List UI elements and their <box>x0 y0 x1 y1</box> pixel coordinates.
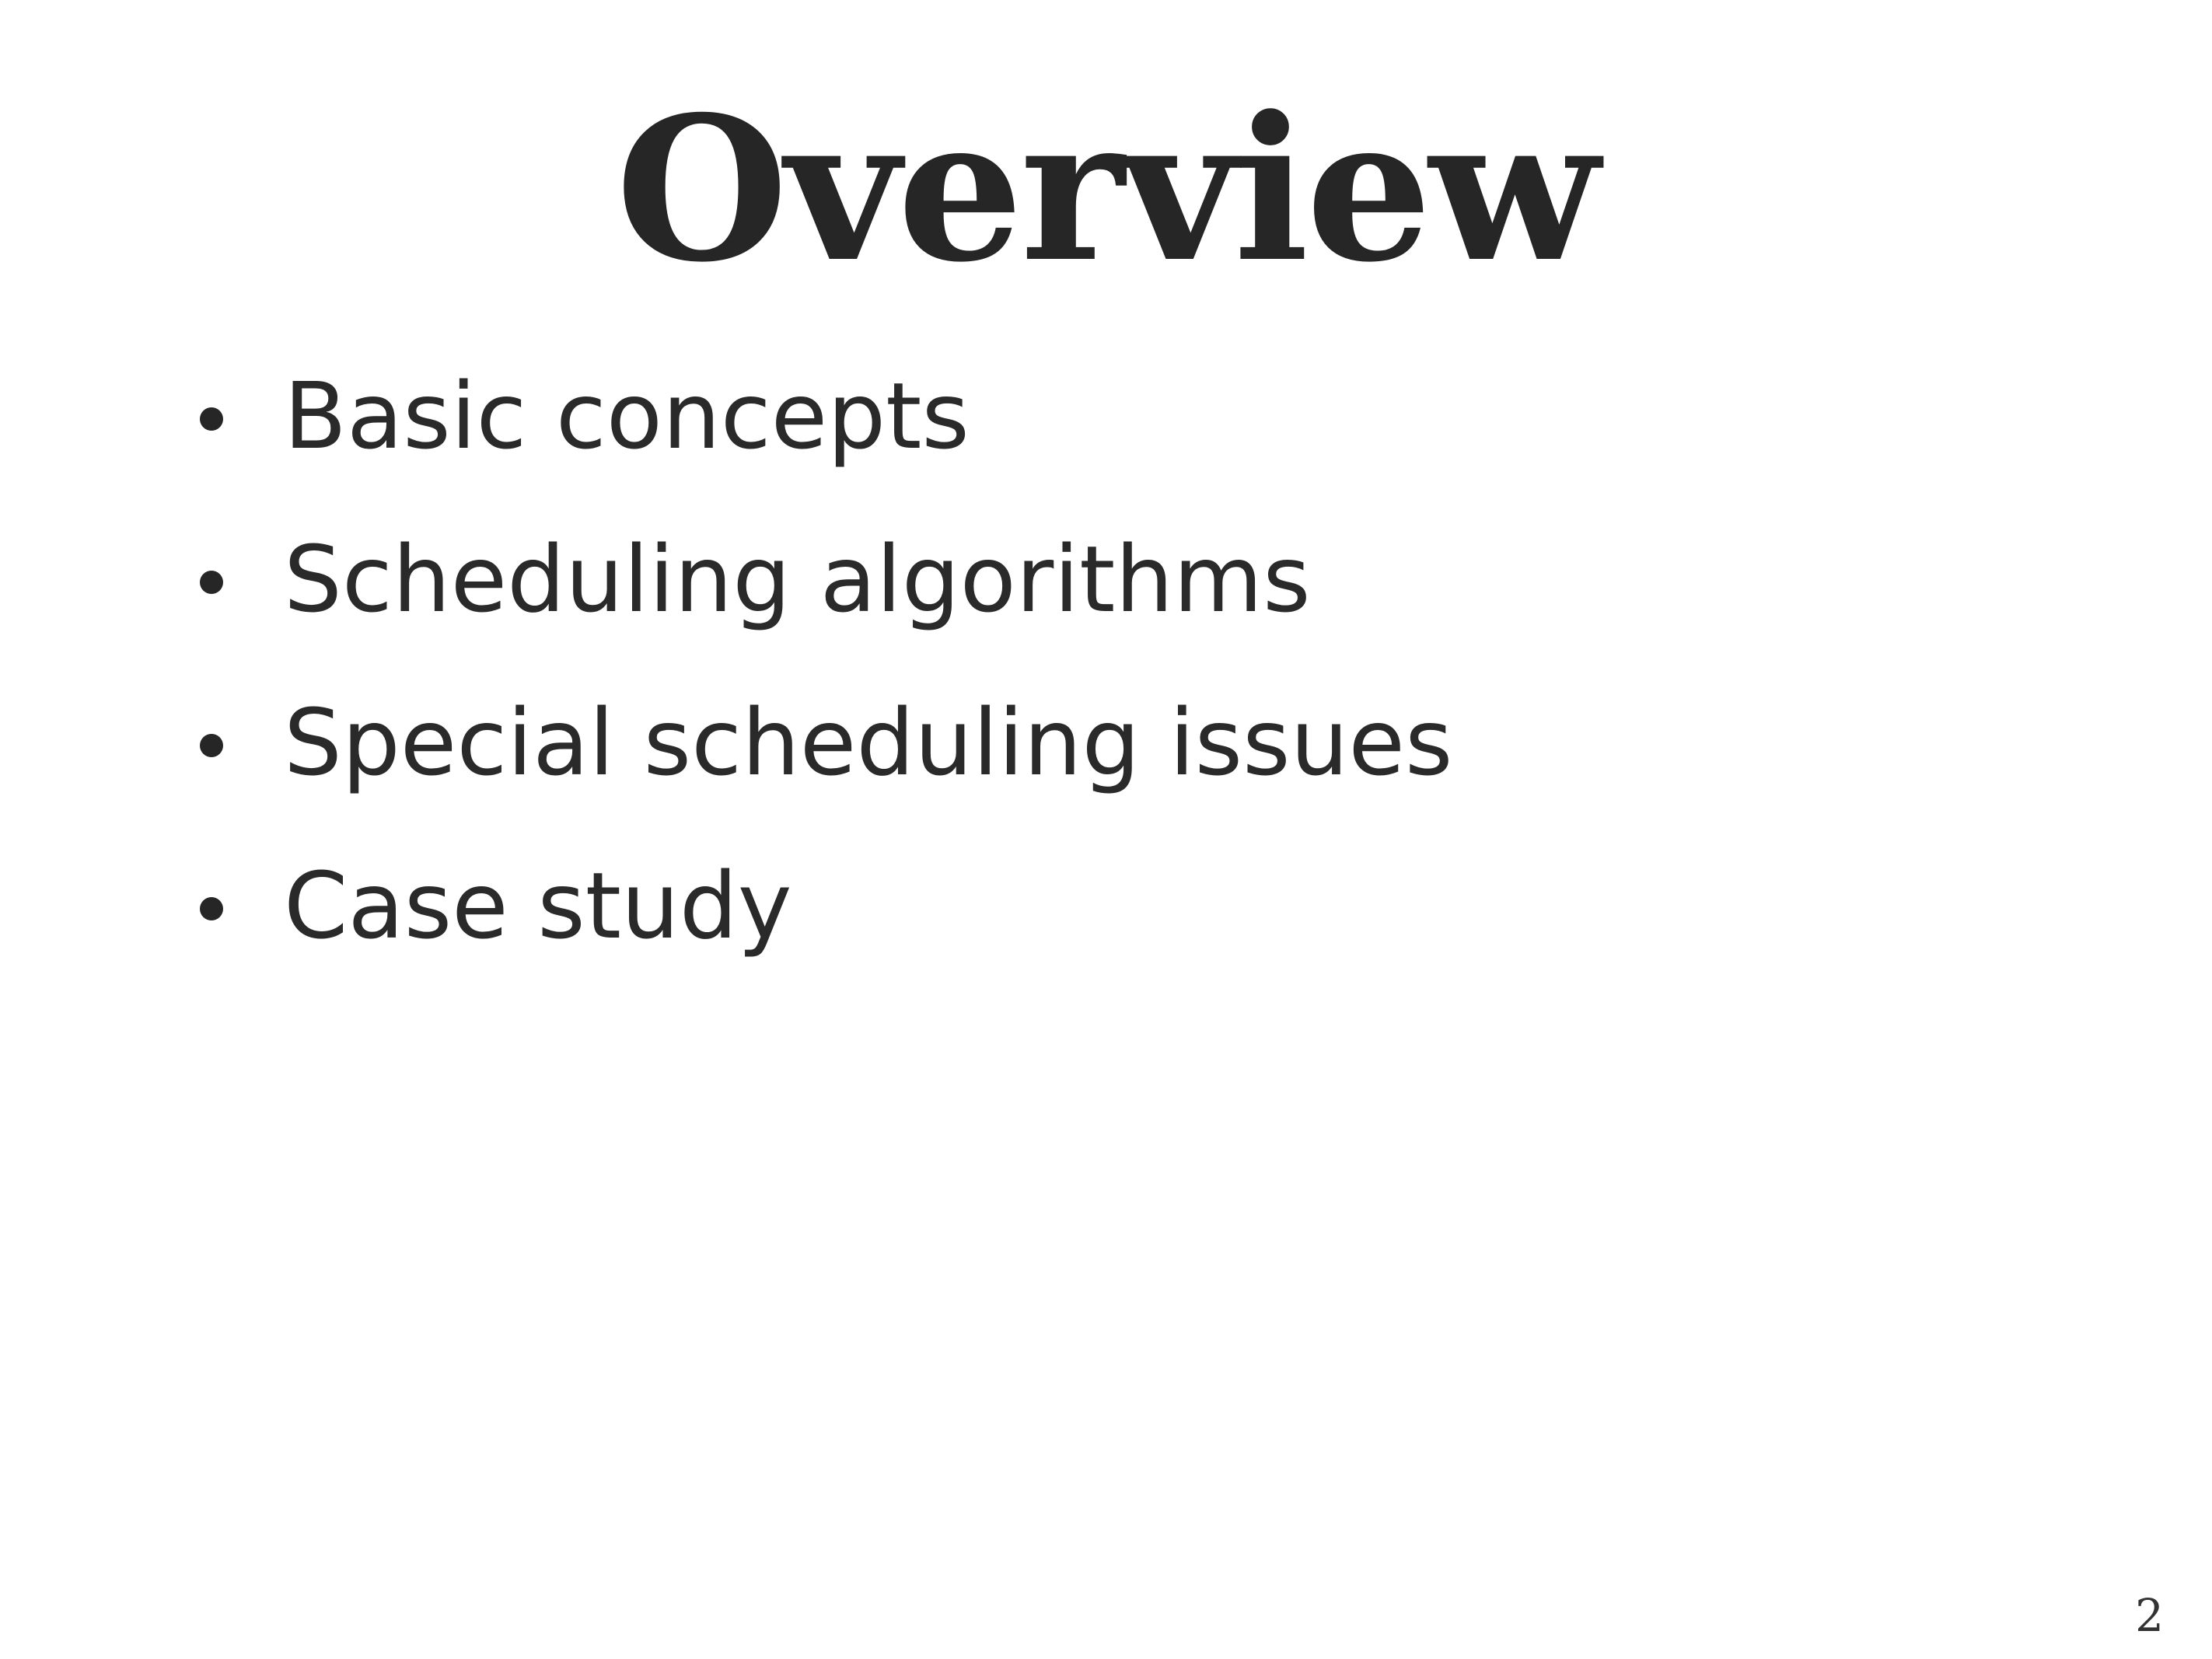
bullet-item <box>0 676 1866 809</box>
bullet-item <box>0 513 1866 645</box>
bullet-text: Scheduling algorithms <box>284 526 1311 633</box>
page-number: 2 <box>2135 1589 2164 1642</box>
bullet-text: Special scheduling issues <box>284 689 1453 796</box>
bullet-dot-icon <box>200 407 223 431</box>
bullet-dot-icon <box>200 734 223 757</box>
bullet-dot-icon <box>200 571 223 594</box>
bullet-item <box>0 350 1866 482</box>
bullet-text: Case study <box>284 852 792 959</box>
bullet-text: Basic concepts <box>284 362 970 470</box>
slide-title: Overview <box>615 74 1597 306</box>
bullet-item <box>0 840 1866 972</box>
bullet-dot-icon <box>200 897 223 920</box>
